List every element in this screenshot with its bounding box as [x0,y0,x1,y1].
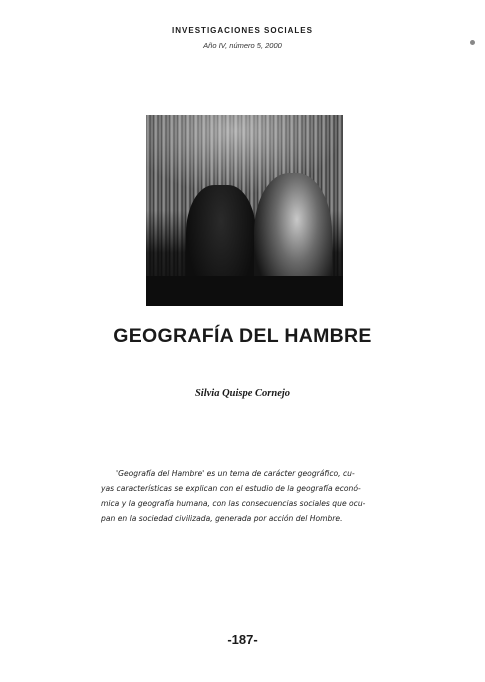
journal-name: INVESTIGACIONES SOCIALES [172,26,313,35]
article-photo [146,115,343,306]
page-number: -187- [227,632,258,647]
journal-issue: Año IV, número 5, 2000 [203,41,282,50]
abstract-line: 'Geografía del Hambre' es un tema de carácter geográfico, cu- [116,469,355,478]
abstract-line: pan en la sociedad civilizada, generada por acción del Hombre. [101,514,343,523]
article-title: GEOGRAFÍA DEL HAMBRE [113,325,372,347]
journal-header [0,26,485,50]
abstract-line: mica y la geografía humana, con las consecuencias sociales que ocu- [101,499,366,508]
article-author: Silvia Quispe Cornejo [194,388,291,399]
abstract-line: yas características se explican con el estudio de la geografía econó- [101,484,361,493]
abstract-paragraph [101,466,391,526]
photo-ground [146,276,343,306]
